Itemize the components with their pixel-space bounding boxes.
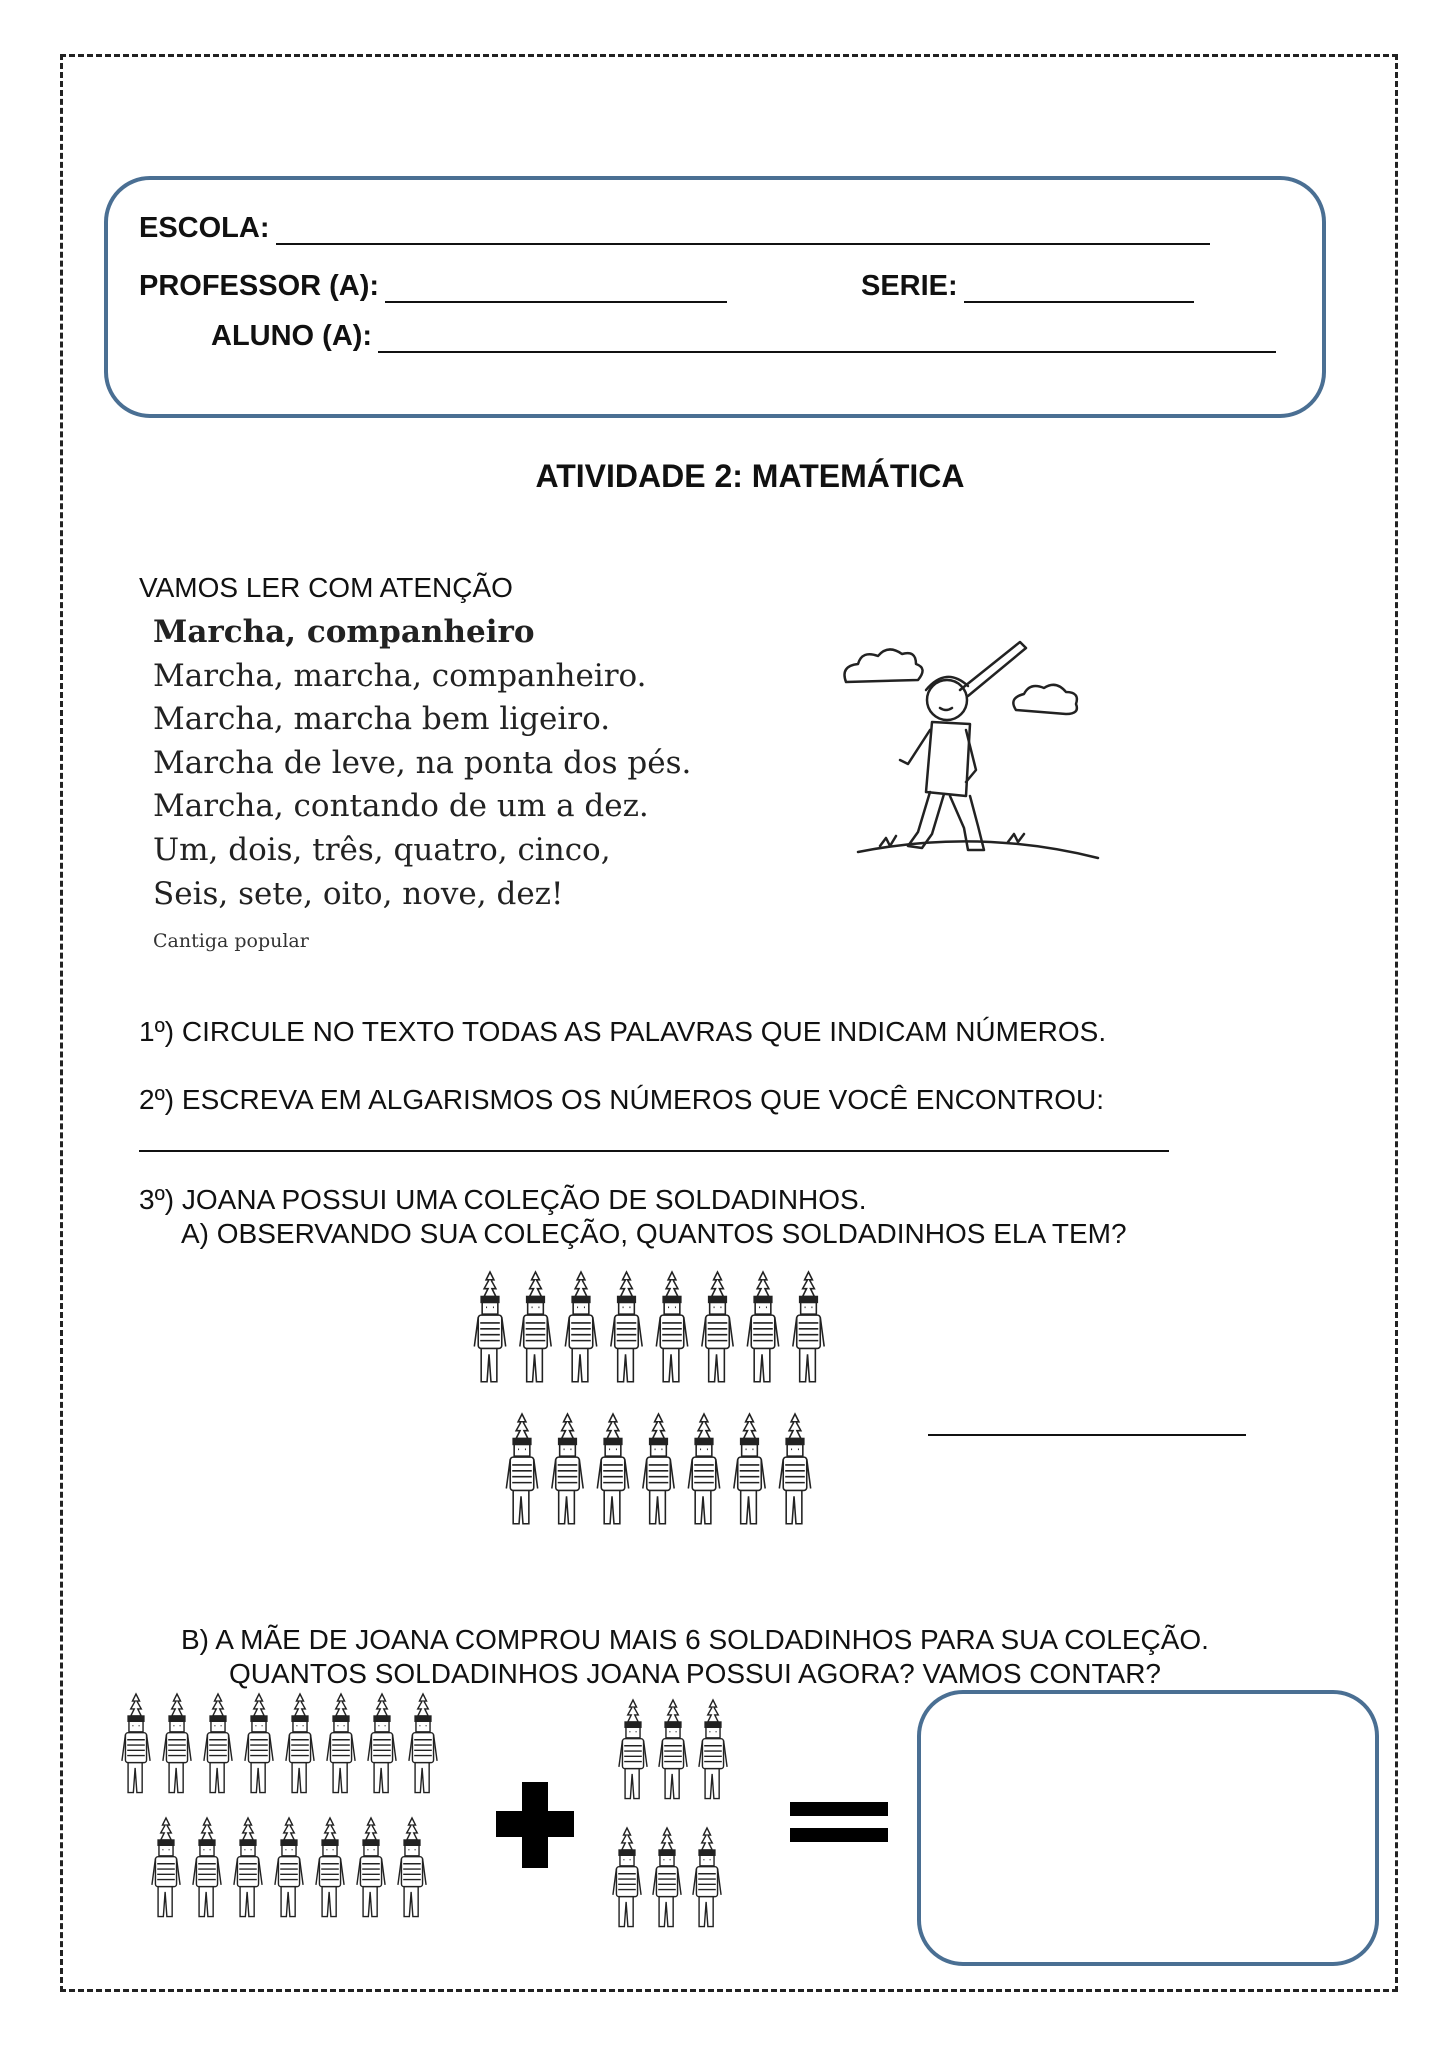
question-3a: A) OBSERVANDO SUA COLEÇÃO, QUANTOS SOLDADINHOS ELA TEM? [181, 1218, 1127, 1249]
equals-sign-top [790, 1802, 888, 1816]
poem-line: Marcha, marcha, companheiro. [153, 658, 647, 694]
teacher-field[interactable] [385, 273, 727, 303]
poem-source: Cantiga popular [153, 930, 309, 952]
question-3a-answer-line[interactable] [928, 1434, 1246, 1436]
student-label: ALUNO (A): [211, 320, 373, 352]
grade-label: SERIE: [861, 270, 958, 302]
poem-title: Marcha, companheiro [153, 614, 535, 650]
student-field[interactable] [378, 323, 1276, 353]
question-1: 1º) CIRCULE NO TEXTO TODAS AS PALAVRAS QUE INDICAM NÚMEROS. [139, 1016, 1107, 1047]
school-field[interactable] [276, 215, 1210, 245]
equals-sign-bottom [790, 1828, 888, 1842]
grade-row [861, 270, 1194, 303]
intro-text: VAMOS LER COM ATENÇÃO [139, 572, 513, 603]
poem-line: Marcha, contando de um a dez. [153, 788, 649, 824]
teacher-label: PROFESSOR (A): [139, 270, 380, 302]
student-row [211, 320, 1276, 353]
question-3b-answer-box[interactable] [917, 1690, 1379, 1966]
poem-line: Seis, sete, oito, nove, dez! [153, 876, 564, 912]
page-title: ATIVIDADE 2: MATEMÁTICA [535, 458, 965, 494]
grade-field[interactable] [964, 273, 1194, 303]
plus-sign-horizontal [496, 1811, 574, 1837]
poem-line: Um, dois, três, quatro, cinco, [153, 832, 611, 868]
question-2: 2º) ESCREVA EM ALGARISMOS OS NÚMEROS QUE VOCÊ ENCONTROU: [139, 1084, 1104, 1115]
school-label: ESCOLA: [139, 212, 270, 244]
poem-line: Marcha, marcha bem ligeiro. [153, 701, 611, 737]
question-3b-line-1: B) A MÃE DE JOANA COMPROU MAIS 6 SOLDADINHOS PARA SUA COLEÇÃO. [181, 1624, 1209, 1655]
poem-line: Marcha de leve, na ponta dos pés. [153, 745, 692, 781]
question-3b-line-2: QUANTOS SOLDADINHOS JOANA POSSUI AGORA? VAMOS CONTAR? [229, 1658, 1161, 1689]
school-row [139, 212, 1210, 245]
question-2-answer-line[interactable] [139, 1150, 1169, 1152]
question-3: 3º) JOANA POSSUI UMA COLEÇÃO DE SOLDADINHOS. [139, 1184, 867, 1215]
teacher-row [139, 270, 727, 303]
